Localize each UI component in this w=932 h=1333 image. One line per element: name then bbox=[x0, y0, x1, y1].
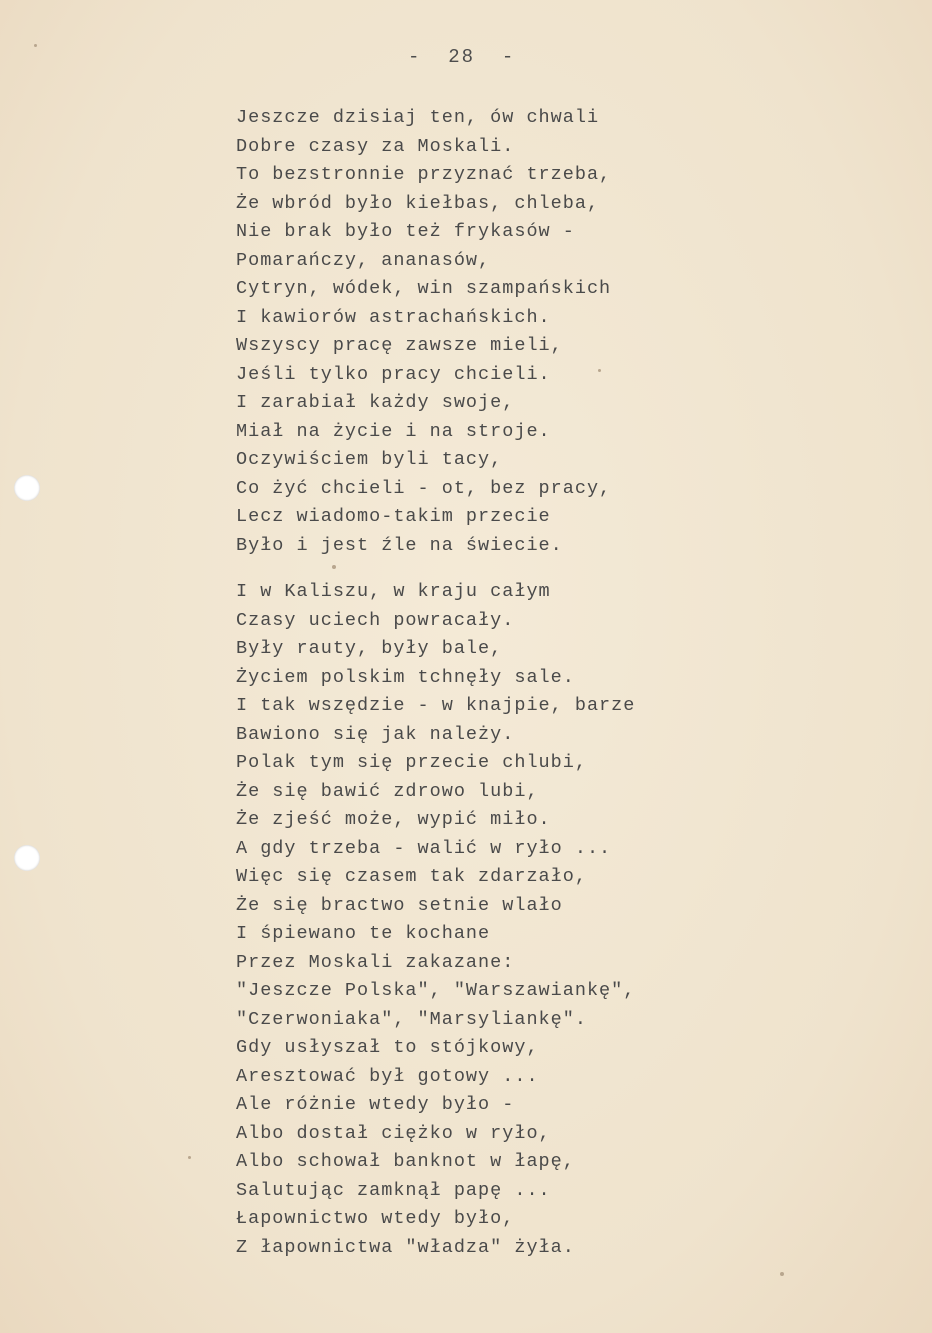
poem-line: I kawiorów astrachańskich. bbox=[236, 306, 551, 328]
poem-line: Ale różnie wtedy było - bbox=[236, 1094, 515, 1115]
poem-line: Przez Moskali zakazane: bbox=[236, 951, 515, 973]
poem-line: Że wbród było kiełbas, chleba, bbox=[236, 192, 600, 214]
poem-line: Albo schował banknot w łapę, bbox=[236, 1151, 575, 1172]
poem-line: Były rauty, były bale, bbox=[236, 638, 503, 659]
poem-line: Nie brak było też frykasów - bbox=[236, 221, 575, 242]
poem-line: Życiem polskim tchnęły sale. bbox=[236, 666, 575, 688]
stanza-1 bbox=[236, 104, 611, 560]
poem-line: Gdy usłyszał to stójkowy, bbox=[236, 1037, 539, 1058]
paper-speck bbox=[188, 1156, 191, 1159]
poem-line: Jeśli tylko pracy chcieli. bbox=[236, 363, 551, 385]
poem-line: Że się bractwo setnie wlało bbox=[236, 894, 563, 916]
poem-line: Łapownictwo wtedy było, bbox=[236, 1208, 515, 1229]
paper-speck bbox=[34, 44, 37, 47]
poem-line: Cytryn, wódek, win szampańskich bbox=[236, 278, 612, 299]
poem-line: Albo dostał ciężko w ryło, bbox=[236, 1122, 551, 1144]
poem-line: Bawiono się jak należy. bbox=[236, 723, 515, 745]
poem-line: Pomarańczy, ananasów, bbox=[236, 249, 491, 271]
poem-line: Jeszcze dzisiaj ten, ów chwali bbox=[236, 107, 600, 128]
poem-line: Z łapownictwa "władza" żyła. bbox=[236, 1236, 575, 1258]
punch-hole-top bbox=[14, 475, 40, 501]
poem-line: Że zjeść może, wypić miło. bbox=[236, 809, 551, 830]
poem-line: "Jeszcze Polska", "Warszawiankę", bbox=[236, 980, 636, 1001]
poem-line: I zarabiał każdy swoje, bbox=[236, 392, 515, 413]
poem-line: Miał na życie i na stroje. bbox=[236, 420, 551, 442]
poem-line: To bezstronnie przyznać trzeba, bbox=[236, 164, 612, 185]
poem-line: A gdy trzeba - walić w ryło ... bbox=[236, 837, 612, 859]
poem-line: Co żyć chcieli - ot, bez pracy, bbox=[236, 477, 612, 499]
poem-line: Było i jest źle na świecie. bbox=[236, 534, 563, 556]
paper-speck bbox=[332, 565, 336, 569]
paper-speck bbox=[780, 1272, 784, 1276]
poem-line: Wszyscy pracę zawsze mieli, bbox=[236, 335, 563, 356]
page-number: - 28 - bbox=[408, 46, 516, 68]
stanza-2 bbox=[236, 578, 635, 1262]
poem-line: "Czerwoniaka", "Marsyliankę". bbox=[236, 1008, 587, 1030]
poem-line: Że się bawić zdrowo lubi, bbox=[236, 780, 539, 802]
poem-line: I w Kaliszu, w kraju całym bbox=[236, 581, 551, 602]
punch-hole-bottom bbox=[14, 845, 40, 871]
poem-line: I śpiewano te kochane bbox=[236, 923, 491, 944]
poem-line: Dobre czasy za Moskali. bbox=[236, 135, 515, 157]
poem-line: Aresztować był gotowy ... bbox=[236, 1065, 539, 1087]
poem-line: Salutując zamknął papę ... bbox=[236, 1179, 551, 1201]
poem-line: Oczywiściem byli tacy, bbox=[236, 449, 503, 470]
poem-line: Lecz wiadomo-takim przecie bbox=[236, 506, 551, 527]
poem-line: Czasy uciech powracały. bbox=[236, 609, 515, 631]
poem-line: Polak tym się przecie chlubi, bbox=[236, 752, 587, 773]
poem-line: I tak wszędzie - w knajpie, barze bbox=[236, 695, 636, 716]
poem-line: Więc się czasem tak zdarzało, bbox=[236, 866, 587, 887]
